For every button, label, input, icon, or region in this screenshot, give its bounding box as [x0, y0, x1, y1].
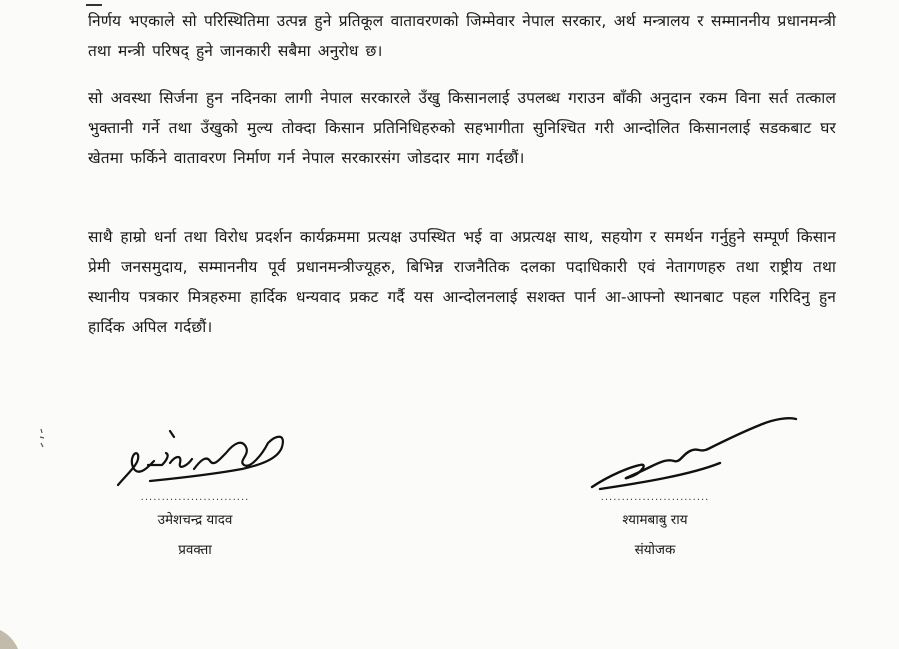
handwritten-signature-left — [110, 425, 290, 493]
signature-block-spokesperson — [110, 425, 280, 561]
margin-scribble — [38, 425, 52, 452]
signatory-name-right: श्यामबाबु राय — [622, 512, 688, 528]
signature-dotted-line-left: .......................... — [140, 492, 250, 503]
paragraph-thanks-appeal: साथै हाम्रो धर्ना तथा विरोध प्रदर्शन कार्यक्रममा प्रत्यक्ष उपस्थित भई वा अप्रत्यक्ष साथ, सहयोग र समर्थन गर्नुहुने सम्पूर्ण किसान प्रेमी जनसमुदाय, सम्माननीय पूर्व प्रधानमन्त्रीज्यूहरु, बिभिन्न राजनैतिक दलका पदाधिकारी एवं नेतागणहरु तथा राष्ट्रीय तथा स्थानीय पत्रकार मित्रहरुमा हार्दिक धन्यवाद प्रकट गर्दै यस आन्दोलनलाई सशक्त पार्न आ-आफ्नो स्थानबाट पहल गरिदिनु हुन हार्दिक अपिल गर्दछौं। — [88, 228, 836, 336]
corner-smudge — [0, 618, 30, 649]
signatory-title-left: प्रवक्ता — [178, 542, 212, 558]
paragraph-demand: सो अवस्था सिर्जना हुन नदिनका लागी नेपाल सरकारले उँखु किसानलाई उपलब्ध गराउन बाँकी अनुदान रकम विना सर्त तत्काल भुक्तानी गर्ने तथा उँखुको मुल्य तोक्दा किसान प्रतिनिधिहरुको सहभागीता सुनिश्चित गरी आन्दोलित किसानलाई सडकबाट घर खेतमा फर्किने वातावरण निर्माण गर्न नेपाल सरकारसंग जोडदार माग गर्दछौं। — [88, 89, 836, 167]
signature-dotted-line-right: .......................... — [600, 492, 710, 503]
margin-scribble-icon — [38, 425, 52, 449]
paragraph-responsibility: निर्णय भएकाले सो परिस्थितिमा उत्पन्न हुने प्रतिकूल वातावरणको जिम्मेवार नेपाल सरकार, अर्थ मन्त्रालय र सम्माननीय प्रधानमन्त्री तथा मन्त्री परिषद् हुने जानकारी सबैमा अनुरोध छ। — [88, 12, 836, 60]
signature-block-coordinator — [570, 415, 740, 561]
signatory-name-left: उमेशचन्द्र यादव — [157, 512, 233, 528]
signatory-title-right: संयोजक — [634, 542, 676, 558]
handwritten-signature-right — [570, 415, 800, 493]
